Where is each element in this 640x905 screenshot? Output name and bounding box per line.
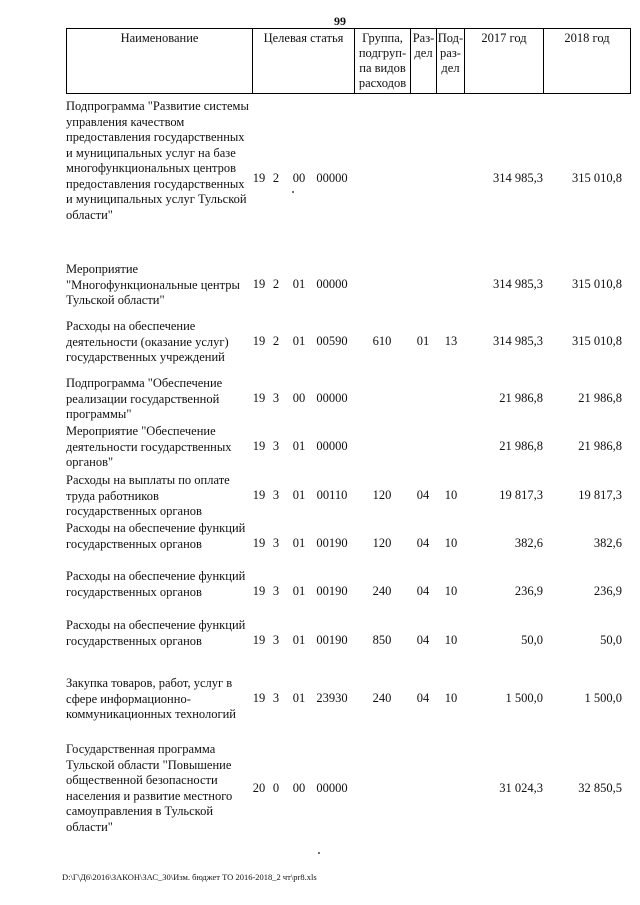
target-part-3: 01 [292, 439, 306, 453]
target-part-2: 3 [272, 633, 280, 647]
target-part-1: 19 [252, 536, 266, 550]
subsection-code: 10 [444, 584, 458, 598]
target-part-3: 01 [292, 633, 306, 647]
section-code: 04 [416, 536, 430, 550]
target-part-3: 00 [292, 391, 306, 405]
header-name: Наименование [67, 29, 253, 93]
row-name: Закупка товаров, работ, услуг в сфере информационно-коммуникационных технологий [66, 676, 236, 721]
amount-2018: 315 010,8 [572, 334, 622, 348]
header-year-2017: 2017 год [465, 29, 544, 93]
amount-2018: 21 986,8 [578, 439, 622, 453]
section-code: 01 [416, 334, 430, 348]
target-part-4: 00190 [316, 584, 348, 598]
target-part-4: 00000 [316, 439, 348, 453]
section-code: 04 [416, 584, 430, 598]
row-name: Мероприятие "Многофункциональные центры Тульской области" [66, 262, 240, 307]
row-name: Подпрограмма "Развитие системы управления качеством предоставления государственных и муниципальных услуг на базе многофункциональных центров предоставления государственных и муниципальных услуг Тульской области" [66, 99, 249, 222]
target-part-4: 00590 [316, 334, 348, 348]
target-part-3: 00 [292, 781, 306, 795]
target-part-4: 00000 [316, 391, 348, 405]
amount-2017: 21 986,8 [499, 391, 543, 405]
subsection-code: 10 [444, 536, 458, 550]
target-part-3: 01 [292, 334, 306, 348]
header-year-2018: 2018 год [564, 31, 610, 45]
target-part-1: 19 [252, 439, 266, 453]
amount-2017: 314 985,3 [493, 171, 543, 185]
expense-group: 850 [372, 633, 392, 647]
header-subsection: Под- раз- дел [437, 29, 465, 93]
amount-2018: 32 850,5 [578, 781, 622, 795]
target-part-2: 3 [272, 488, 280, 502]
target-part-1: 19 [252, 171, 266, 185]
amount-2017: 236,9 [514, 584, 543, 598]
scan-speck [318, 852, 320, 854]
table-header [66, 28, 631, 94]
target-part-3: 01 [292, 536, 306, 550]
target-part-2: 2 [272, 171, 280, 185]
amount-2017: 314 985,3 [493, 277, 543, 291]
subsection-code: 10 [444, 691, 458, 705]
amount-2018: 50,0 [600, 633, 622, 647]
target-part-3: 00 [292, 171, 306, 185]
subsection-code: 10 [444, 488, 458, 502]
amount-2017: 1 500,0 [505, 691, 543, 705]
target-part-1: 19 [252, 633, 266, 647]
scan-speck [292, 191, 294, 193]
target-part-1: 19 [252, 391, 266, 405]
amount-2018: 236,9 [593, 584, 622, 598]
row-name: Расходы на обеспечение функций государственных органов [66, 521, 246, 551]
expense-group: 240 [372, 584, 392, 598]
target-part-2: 0 [272, 781, 280, 795]
row-name: Расходы на обеспечение функций государственных органов [66, 569, 246, 599]
subsection-code: 10 [444, 633, 458, 647]
row-name: Подпрограмма "Обеспечение реализации государственной программы" [66, 376, 223, 421]
row-name: Расходы на обеспечение функций государственных органов [66, 618, 246, 648]
expense-group: 120 [372, 536, 392, 550]
target-part-4: 00110 [316, 488, 348, 502]
expense-group: 120 [372, 488, 392, 502]
amount-2017: 50,0 [521, 633, 543, 647]
file-path-footer: D:\Г\Д6\2016\ЗАКОН\ЗАС_30\Изм. бюджет ТО 2016-2018_2 чт\pr8.xls [62, 872, 317, 882]
expense-group: 610 [372, 334, 392, 348]
target-part-2: 3 [272, 391, 280, 405]
amount-2018: 315 010,8 [572, 171, 622, 185]
header-section: Раз- дел [411, 29, 437, 93]
section-code: 04 [416, 488, 430, 502]
target-part-4: 23930 [316, 691, 348, 705]
amount-2017: 19 817,3 [499, 488, 543, 502]
expense-group: 240 [372, 691, 392, 705]
target-part-2: 3 [272, 584, 280, 598]
amount-2017: 314 985,3 [493, 334, 543, 348]
header-target: Целевая статья [253, 29, 355, 93]
section-code: 04 [416, 633, 430, 647]
amount-2018: 315 010,8 [572, 277, 622, 291]
amount-2018: 21 986,8 [578, 391, 622, 405]
target-part-3: 01 [292, 488, 306, 502]
amount-2017: 382,6 [514, 536, 543, 550]
target-part-4: 00190 [316, 633, 348, 647]
target-part-1: 19 [252, 488, 266, 502]
target-part-4: 00000 [316, 781, 348, 795]
page-number: 99 [334, 14, 346, 28]
target-part-4: 00000 [316, 277, 348, 291]
target-part-2: 3 [272, 536, 280, 550]
target-part-4: 00000 [316, 171, 348, 185]
target-part-3: 01 [292, 584, 306, 598]
section-code: 04 [416, 691, 430, 705]
target-part-2: 2 [272, 334, 280, 348]
target-part-3: 01 [292, 277, 306, 291]
target-part-4: 00190 [316, 536, 348, 550]
amount-2018: 1 500,0 [584, 691, 622, 705]
header-group: Группа, подгруп- па видов расходов [355, 29, 411, 93]
target-part-1: 19 [252, 584, 266, 598]
target-part-1: 19 [252, 334, 266, 348]
amount-2017: 31 024,3 [499, 781, 543, 795]
subsection-code: 13 [444, 334, 458, 348]
target-part-1: 19 [252, 691, 266, 705]
row-name: Расходы на выплаты по оплате труда работников государственных органов [66, 473, 230, 518]
row-name: Государственная программа Тульской области "Повышение общественной безопасности населения и развитие местного самоуправления в Тульской области" [66, 742, 233, 834]
target-part-2: 3 [272, 439, 280, 453]
amount-2017: 21 986,8 [499, 439, 543, 453]
amount-2018: 19 817,3 [578, 488, 622, 502]
row-name: Расходы на обеспечение деятельности (оказание услуг) государственных учреждений [66, 319, 229, 364]
target-part-2: 3 [272, 691, 280, 705]
target-part-3: 01 [292, 691, 306, 705]
amount-2018: 382,6 [593, 536, 622, 550]
target-part-1: 19 [252, 277, 266, 291]
target-part-2: 2 [272, 277, 280, 291]
row-name: Мероприятие "Обеспечение деятельности государственных органов" [66, 424, 232, 469]
target-part-1: 20 [252, 781, 266, 795]
